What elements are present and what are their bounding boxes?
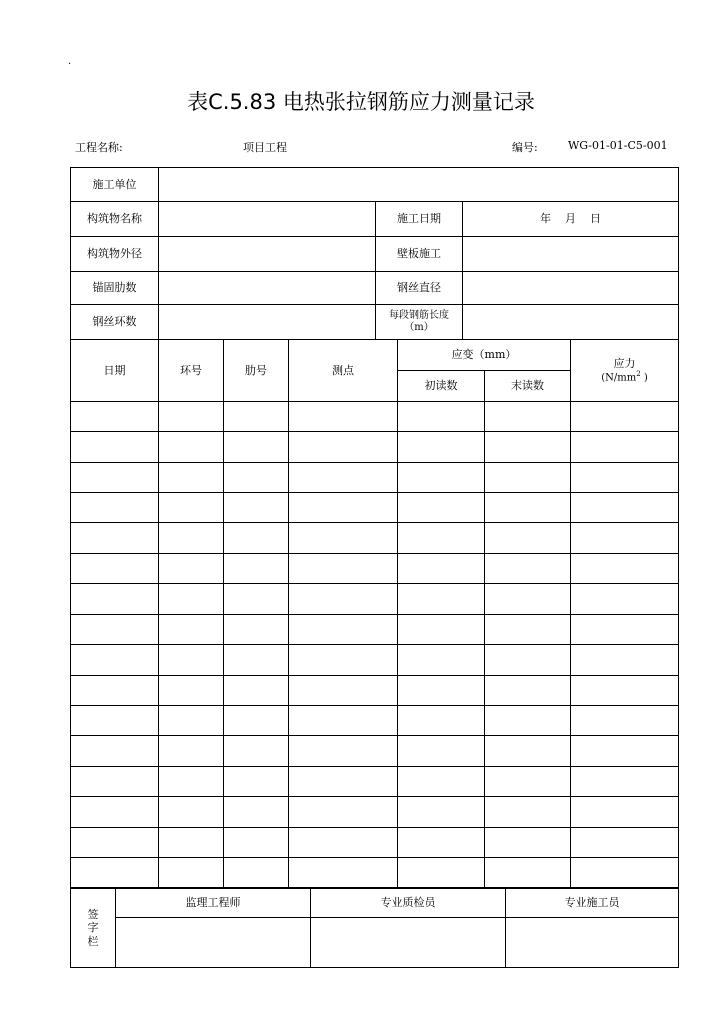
page-title: 表C.5.83 电热张拉钢筋应力测量记录 — [187, 90, 535, 114]
col-rib-no-header: 肋号 — [245, 363, 267, 377]
col-ring-no-header: 环号 — [180, 363, 202, 377]
segment-length-field[interactable] — [463, 305, 678, 339]
wall-construction-label: 壁板施工 — [397, 247, 441, 261]
project-name-value: 项目工程 — [243, 141, 287, 154]
structure-diameter-field[interactable] — [159, 237, 375, 271]
col-strain-header: 应变（mm） — [451, 348, 517, 362]
wire-ring-count-label: 钢丝环数 — [92, 315, 137, 329]
col-date-header: 日期 — [103, 363, 126, 377]
structure-name-label: 构筑物名称 — [87, 212, 142, 226]
wall-construction-field[interactable] — [463, 237, 678, 271]
segment-length-label-line1: 每段钢筋长度 — [389, 310, 449, 321]
inspector-signature-field[interactable] — [311, 918, 505, 967]
wire-ring-count-field[interactable] — [159, 305, 375, 339]
signature-column-label — [71, 889, 115, 967]
construction-date-label: 施工日期 — [397, 212, 441, 226]
doc-code-label: 编号: — [512, 141, 538, 154]
construction-unit-field[interactable] — [159, 168, 678, 201]
stress-unit-suffix: ) — [640, 372, 648, 384]
col-stress-header — [571, 340, 678, 401]
stress-unit-prefix: (N/mm — [601, 372, 637, 384]
builder-header: 专业施工员 — [564, 896, 620, 910]
col-stress-label: 应力 — [613, 356, 636, 370]
col-stress-unit — [601, 370, 648, 384]
wire-diameter-label: 钢丝直径 — [397, 281, 441, 295]
builder-signature-field[interactable] — [506, 918, 678, 967]
segment-length-label-line2: （m） — [404, 322, 434, 333]
stress-unit-sup: 2 — [636, 369, 641, 378]
structure-name-field[interactable] — [159, 202, 375, 236]
col-point-header: 测点 — [332, 363, 354, 377]
segment-length-label — [376, 305, 462, 339]
signature-label-char-2: 字 — [87, 921, 99, 935]
structure-diameter-label: 构筑物外径 — [87, 247, 142, 261]
col-final-header: 末读数 — [511, 379, 544, 393]
inspector-header: 专业质检员 — [380, 896, 436, 910]
project-name-label: 工程名称: — [75, 141, 123, 154]
anchor-rib-count-field[interactable] — [159, 272, 375, 304]
supervisor-header: 监理工程师 — [185, 896, 241, 910]
record-form — [70, 167, 679, 968]
page-mark: · — [68, 59, 72, 70]
signature-label-char-1: 签 — [87, 908, 99, 922]
signature-label-char-3: 栏 — [87, 934, 99, 948]
construction-unit-label: 施工单位 — [92, 177, 137, 191]
wire-diameter-field[interactable] — [463, 272, 678, 304]
col-initial-header: 初读数 — [424, 379, 458, 393]
doc-code-value: WG-01-01-C5-001 — [568, 139, 668, 152]
supervisor-signature-field[interactable] — [116, 918, 310, 967]
anchor-rib-count-label: 锚固肋数 — [92, 281, 137, 295]
construction-date-field[interactable]: 年 月 日 — [540, 212, 601, 226]
